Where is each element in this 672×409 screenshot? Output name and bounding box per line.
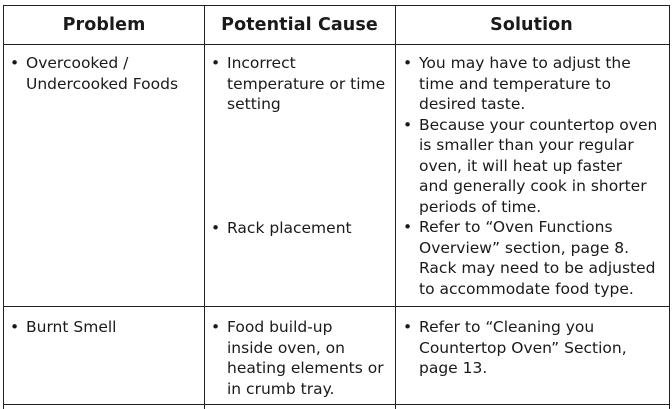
header-potential-cause: Potential Cause: [221, 15, 378, 35]
solution-text: Refer to “Oven Functions Overview” section, page 8. Rack may need to be adjusted to accommodate food type.: [419, 218, 656, 298]
list-item: [210, 53, 393, 115]
solution-text: Refer to “Cleaning you Countertop Oven” Section, page 13.: [419, 318, 627, 377]
list-item: [402, 115, 668, 218]
list-item: [402, 53, 668, 115]
solution-cell: [402, 53, 668, 299]
list-item: [9, 53, 199, 94]
solution-text: You may have to adjust the time and temperature to desired taste.: [419, 54, 631, 113]
cause-cell: [210, 53, 393, 115]
solution-cell: [402, 317, 668, 379]
row-divider: [4, 306, 669, 307]
list-item: [210, 218, 393, 239]
list-item: [9, 317, 199, 338]
problem-text: Burnt Smell: [26, 318, 117, 336]
problem-cell: [9, 317, 199, 338]
solution-text: Because your countertop oven is smaller than your regular oven, it will heat up faster and generally cook in shorter periods of time.: [419, 115, 658, 216]
list-item: [402, 317, 668, 379]
troubleshooting-table: [3, 5, 670, 409]
cause-text: Food build-up inside oven, on heating elements or in crumb tray.: [227, 318, 384, 398]
cause-text: Incorrect temperature or time setting: [227, 54, 386, 113]
cause-cell: [210, 317, 393, 399]
column-divider: [204, 6, 205, 409]
header-solution: Solution: [490, 15, 573, 35]
header-divider: [4, 44, 669, 45]
problem-text: Overcooked / Undercooked Foods: [26, 54, 179, 93]
cause-cell: [210, 218, 393, 239]
column-divider: [395, 6, 396, 409]
cause-text: Rack placement: [227, 219, 352, 237]
list-item: [402, 217, 668, 299]
problem-cell: [9, 53, 199, 94]
row-divider: [4, 404, 669, 405]
list-item: [210, 317, 393, 399]
header-problem: Problem: [62, 15, 146, 35]
